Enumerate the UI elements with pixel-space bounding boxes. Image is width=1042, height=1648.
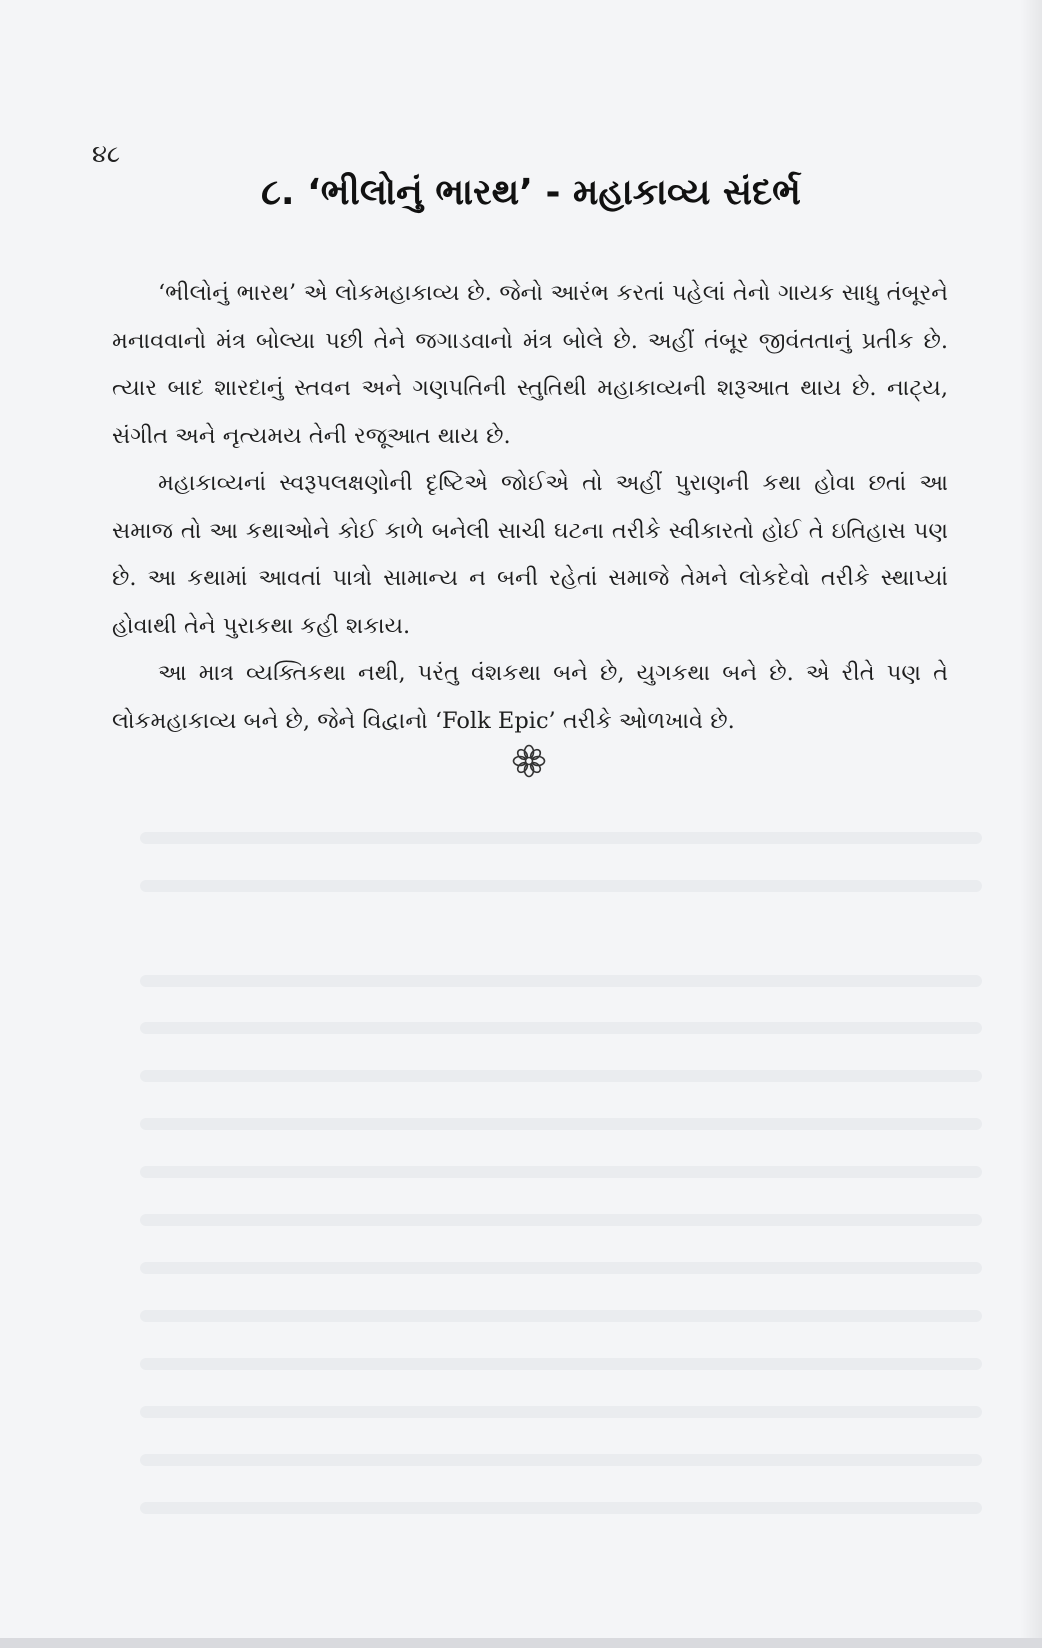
- bleed-through-line: [140, 1022, 982, 1034]
- bleed-through-line: [140, 1070, 982, 1082]
- bleed-through-line: [140, 1454, 982, 1466]
- bleed-through-line: [140, 832, 982, 844]
- bleed-through-line: [140, 1502, 982, 1514]
- paragraph-1: ‘ભીલોનું ભારથ’ એ લોકમહાકાવ્ય છે. જેનો આરંભ કરતાં પહેલાં તેનો ગાયક સાધુ તંબૂરને મનાવવાનો મંત્ર બોલ્યા પછી તેને જગાડવાનો મંત્ર બોલે છે. અહીં તંબૂર જીવંતતાનું પ્રતીક છે. ત્યાર બાદ શારદાનું સ્તવન અને ગણપતિની સ્તુતિથી મહાકાવ્યની શરૂઆત થાય છે. નાટ્ય, સંગીત અને નૃત્યમય તેની રજૂઆત થાય છે.: [112, 280, 948, 449]
- page-number: ૪૮: [92, 140, 121, 168]
- bleed-through-line: [140, 1262, 982, 1274]
- bleed-through-line: [140, 1118, 982, 1130]
- page-edge-shadow: [1020, 0, 1042, 1648]
- bleed-through-line: [140, 880, 982, 892]
- flower-ornament-icon: [512, 744, 546, 778]
- bleed-through-line: [140, 1310, 982, 1322]
- paragraph-2: મહાકાવ્યનાં સ્વરૂપલક્ષણોની દૃષ્ટિએ જોઈએ તો અહીં પુરાણની કથા હોવા છતાં આ સમાજ તો આ કથાઓને કોઈ કાળે બનેલી સાચી ઘટના તરીકે સ્વીકારતો હોઈ તે ઇતિહાસ પણ છે. આ કથામાં આવતાં પાત્રો સામાન્ય ન બની રહેતાં સમાજે તેમને લોકદેવો તરીકે સ્થાપ્યાં હોવાથી તેને પુરાકથા કહી શકાય.: [112, 470, 948, 639]
- chapter-title: ૮. ‘ભીલોનું ભારથ’ - મહાકાવ્ય સંદર્ભ: [261, 172, 801, 213]
- bleed-through-line: [140, 1358, 982, 1370]
- page-bottom-strip: [0, 1638, 1042, 1648]
- body-text: [112, 270, 948, 745]
- paragraph-3: આ માત્ર વ્યક્તિકથા નથી, પરંતુ વંશકથા બને છે, યુગકથા બને છે. એ રીતે પણ તે લોકમહાકાવ્ય બને છે, જેને વિદ્વાનો ‘Folk Epic’ તરીકે ઓળખાવે છે.: [112, 660, 948, 734]
- bleed-through-line: [140, 1166, 982, 1178]
- bleed-through-line: [140, 1214, 982, 1226]
- bleed-through-line: [140, 975, 982, 987]
- bleed-through-line: [140, 1406, 982, 1418]
